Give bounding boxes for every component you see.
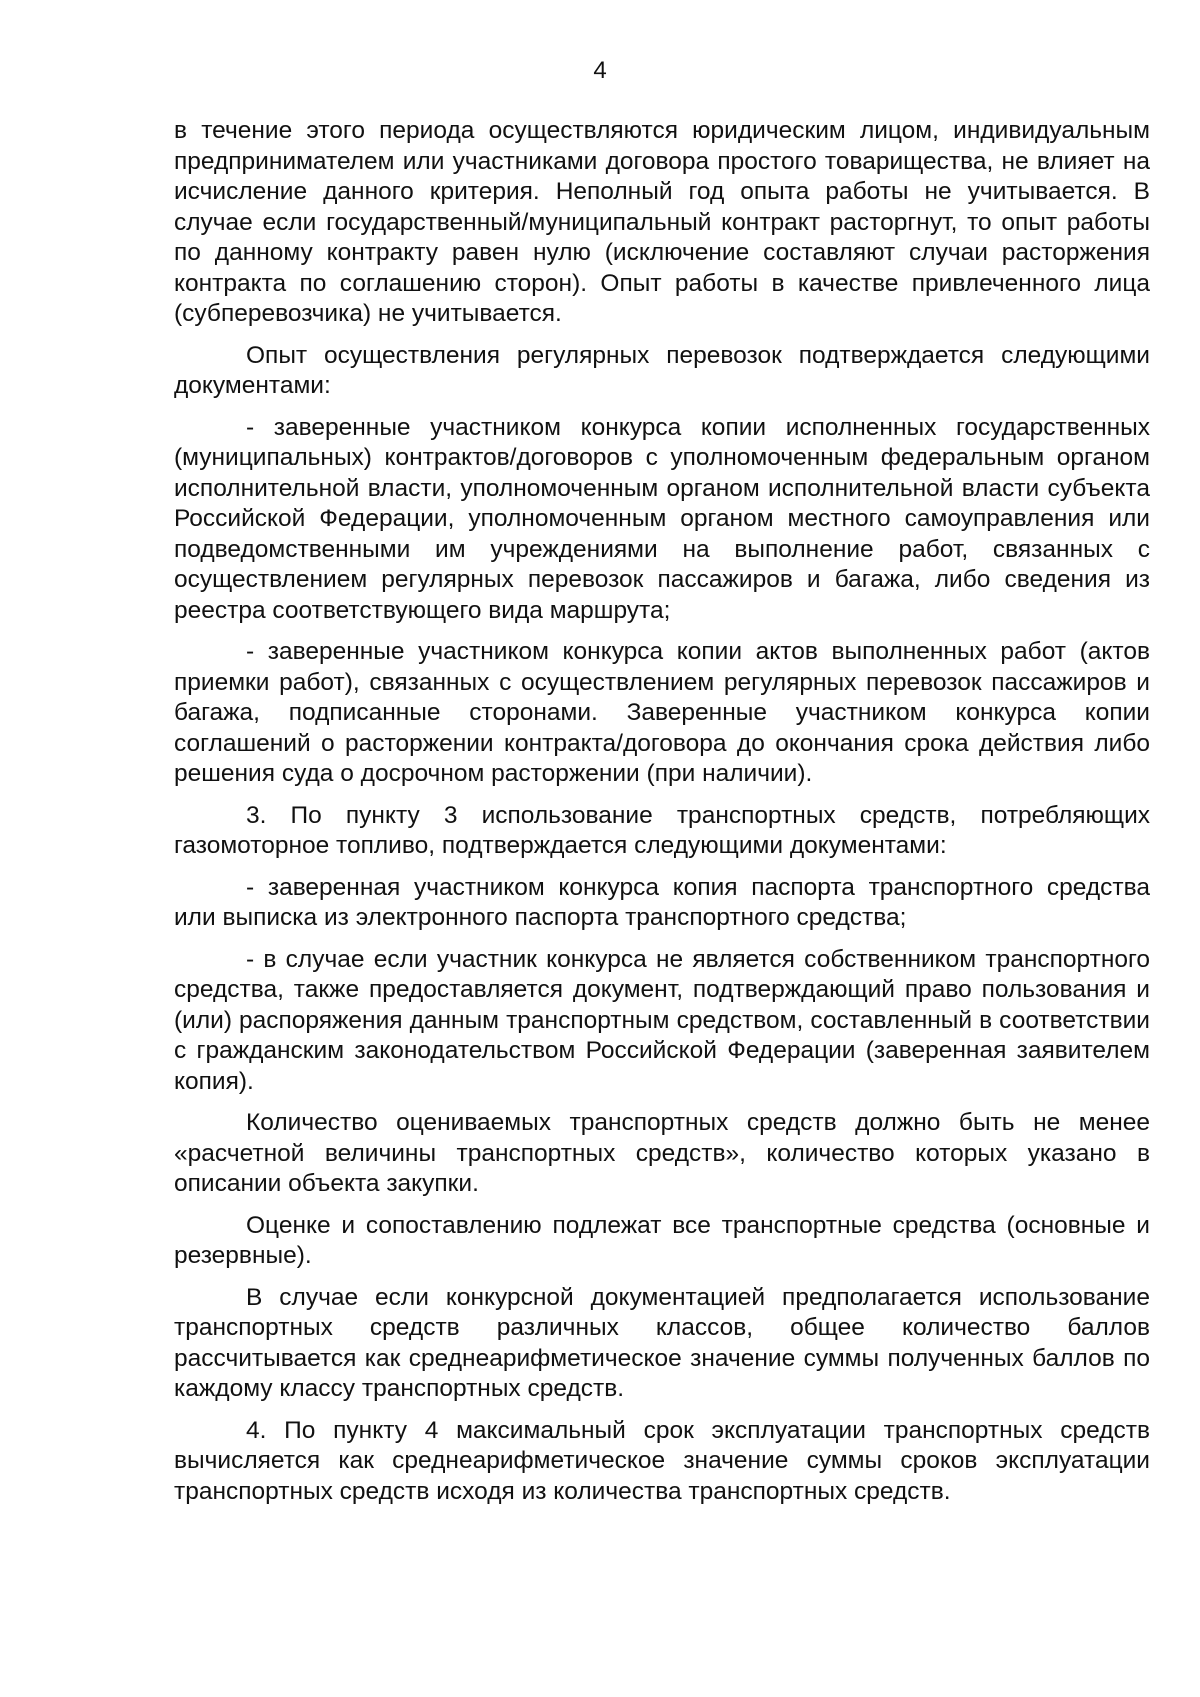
paragraph-vehicle-classes: В случае если конкурсной документацией предполагается использование транспортных средств различных классов, общее количество баллов рассчитывается как среднеарифметическое значение суммы полученных баллов по каждому классу транспортных средств. [174,1283,1150,1402]
paragraph-item-3: 3. По пункту 3 использование транспортных средств, потребляющих газомоторное топливо, подтверждается следующими документами: [174,801,1150,859]
paragraph-contract-copies: - заверенные участником конкурса копии исполненных государственных (муниципальных) контрактов/договоров с уполномоченным федеральным органом исполнительной власти, уполномоченным органом исполнительной власти субъекта Российской Федерации, уполномоченным органом местного самоуправления или подведомственными им учреждениями на выполнение работ, связанных с осуществлением регулярных перевозок пассажиров и багажа, либо сведения из реестра соответствующего вида маршрута; [174,413,1150,624]
page-number: 4 [593,57,607,84]
paragraph-acceptance-acts: - заверенные участником конкурса копии актов выполненных работ (актов приемки работ), связанных с осуществлением регулярных перевозок пассажиров и багажа, подписанные сторонами. Заверенные участником конкурса копии соглашений о расторжении контракта/договора до окончания срока действия либо решения суда о досрочном расторжении (при наличии). [174,638,1150,787]
paragraph-ownership-document: - в случае если участник конкурса не является собственником транспортного средства, также предоставляется документ, подтверждающий право пользования и (или) распоряжения данным транспортным средством, составленный в соответствии с гражданским законодательством Российской Федерации (заверенная заявителем копия). [174,945,1150,1095]
paragraph-experience-documents: Опыт осуществления регулярных перевозок подтверждается следующими документами: [174,341,1150,399]
document-body [174,116,1150,1518]
paragraph-continuation: в течение этого периода осуществляются юридическим лицом, индивидуальным предпринимателем или участниками договора простого товарищества, не влияет на исчисление данного критерия. Неполный год опыта работы не учитывается. В случае если государственный/муниципальный контракт расторгнут, то опыт работы по данному контракту равен нулю (исключение составляют случаи расторжения контракта по соглашению сторон). Опыт работы в качестве привлеченного лица (субперевозчика) не учитывается. [174,117,1150,327]
paragraph-vehicle-passport: - заверенная участником конкурса копия паспорта транспортного средства или выписка из электронного паспорта транспортного средства; [174,873,1150,931]
paragraph-evaluation-scope: Оценке и сопоставлению подлежат все транспортные средства (основные и резервные). [174,1211,1150,1269]
paragraph-item-4: 4. По пункту 4 максимальный срок эксплуатации транспортных средств вычисляется как среднеарифметическое значение суммы сроков эксплуатации транспортных средств исходя из количества транспортных средств. [174,1416,1150,1505]
paragraph-vehicle-count: Количество оцениваемых транспортных средств должно быть не менее «расчетной величины транспортных средств», количество которых указано в описании объекта закупки. [174,1109,1150,1197]
